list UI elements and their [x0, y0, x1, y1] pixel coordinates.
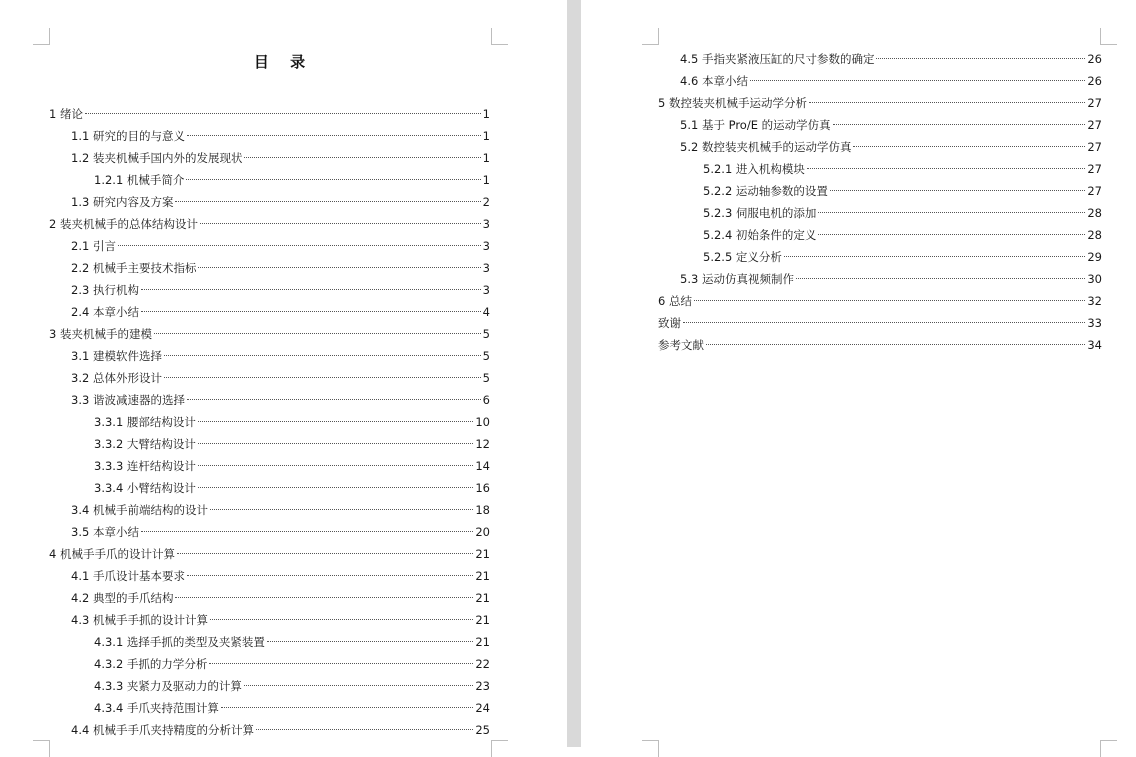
toc-entry-page: 3: [482, 217, 490, 231]
toc-entry-title: 4 机械手手爪的设计计算: [49, 547, 175, 561]
toc-leader-dots: [85, 113, 481, 114]
toc-leader-dots: [256, 729, 473, 730]
toc-entry-title: 3.3.3 连杆结构设计: [94, 459, 196, 473]
toc-entry[interactable]: [71, 609, 490, 631]
toc-entry-title: 1.2.1 机械手简介: [94, 173, 185, 187]
toc-entry-title: 5.3 运动仿真视频制作: [680, 272, 794, 286]
toc-leader-dots: [807, 168, 1085, 169]
toc-entry-page: 27: [1087, 96, 1102, 110]
toc-entry-page: 1: [482, 173, 490, 187]
toc-entry[interactable]: [71, 565, 490, 587]
toc-entry-title: 5.2.1 进入机构模块: [703, 162, 805, 176]
toc-entry[interactable]: [703, 202, 1102, 224]
toc-leader-dots: [853, 146, 1085, 147]
toc-entry-page: 18: [475, 503, 490, 517]
crop-mark-top-right-2: [1100, 28, 1117, 45]
toc-entry-page: 1: [482, 151, 490, 165]
toc-entry[interactable]: [680, 268, 1102, 290]
toc-entry-title: 3.3.1 腰部结构设计: [94, 415, 196, 429]
toc-entry[interactable]: [49, 103, 490, 125]
toc-entry[interactable]: [703, 224, 1102, 246]
toc-entry-title: 5.2.4 初始条件的定义: [703, 228, 817, 242]
toc-entry-title: 3.2 总体外形设计: [71, 371, 162, 385]
toc-entry-page: 32: [1087, 294, 1102, 308]
toc-entry[interactable]: [680, 70, 1102, 92]
toc-entry[interactable]: [658, 290, 1102, 312]
toc-entry-page: 6: [482, 393, 490, 407]
toc-leader-dots: [175, 201, 480, 202]
page-gutter: [567, 0, 581, 747]
toc-leader-dots: [706, 344, 1085, 345]
toc-entry[interactable]: [49, 543, 490, 565]
toc-entry[interactable]: [71, 587, 490, 609]
toc-leader-dots: [818, 212, 1085, 213]
toc-entry-page: 28: [1087, 228, 1102, 242]
toc-leader-dots: [187, 575, 473, 576]
toc-entry-page: 5: [482, 349, 490, 363]
toc-leader-dots: [175, 597, 473, 598]
crop-mark-bottom-right: [491, 740, 508, 757]
toc-leader-dots: [209, 663, 473, 664]
toc-entry-title: 参考文献: [658, 338, 704, 352]
toc-entry[interactable]: [703, 180, 1102, 202]
toc-entry-page: 16: [475, 481, 490, 495]
toc-entry[interactable]: [71, 345, 490, 367]
toc-entry-page: 3: [482, 261, 490, 275]
toc-entry[interactable]: [94, 455, 490, 477]
toc-entry-page: 4: [482, 305, 490, 319]
toc-entry[interactable]: [658, 92, 1102, 114]
toc-entry[interactable]: [49, 213, 490, 235]
toc-leader-dots: [164, 377, 481, 378]
toc-entry[interactable]: [71, 279, 490, 301]
toc-entry-title: 3.4 机械手前端结构的设计: [71, 503, 208, 517]
toc-entry-title: 1.1 研究的目的与意义: [71, 129, 185, 143]
toc-entry-page: 27: [1087, 162, 1102, 176]
toc-entry[interactable]: [71, 147, 490, 169]
toc-leader-dots: [141, 289, 481, 290]
toc-entry[interactable]: [94, 697, 490, 719]
toc-leader-dots: [141, 311, 481, 312]
toc-entry-page: 21: [475, 635, 490, 649]
toc-entry-title: 4.3.2 手抓的力学分析: [94, 657, 208, 671]
toc-entry-page: 1: [482, 129, 490, 143]
toc-entry-title: 5.2.2 运动轴参数的设置: [703, 184, 828, 198]
toc-entry-title: 4.5 手指夹紧液压缸的尺寸参数的确定: [680, 52, 875, 66]
toc-entry-title: 5.2 数控装夹机械手的运动学仿真: [680, 140, 852, 154]
toc-entry-page: 21: [475, 613, 490, 627]
toc-entry-page: 5: [482, 327, 490, 341]
toc-entry-page: 3: [482, 283, 490, 297]
toc-entry-page: 21: [475, 569, 490, 583]
toc-entry[interactable]: [658, 334, 1102, 356]
crop-mark-bottom-left-2: [642, 740, 659, 757]
toc-entry-page: 14: [475, 459, 490, 473]
toc-leader-dots: [177, 553, 473, 554]
toc-entry[interactable]: [71, 257, 490, 279]
toc-leader-dots: [198, 421, 473, 422]
toc-leader-dots: [796, 278, 1085, 279]
toc-entry[interactable]: [658, 312, 1102, 334]
toc-entry-page: 30: [1087, 272, 1102, 286]
toc-entry-page: 21: [475, 591, 490, 605]
toc-entry[interactable]: [94, 653, 490, 675]
toc-entry-page: 24: [475, 701, 490, 715]
toc-entry-title: 2.2 机械手主要技术指标: [71, 261, 197, 275]
toc-entry[interactable]: [94, 433, 490, 455]
toc-entry-title: 3.3.2 大臂结构设计: [94, 437, 196, 451]
toc-leader-dots: [683, 322, 1085, 323]
toc-leader-dots: [187, 135, 481, 136]
toc-entry-title: 4.4 机械手手爪夹持精度的分析计算: [71, 723, 254, 737]
toc-entry-title: 4.3.4 手爪夹持范围计算: [94, 701, 219, 715]
toc-leader-dots: [164, 355, 481, 356]
toc-entry[interactable]: [680, 136, 1102, 158]
toc-entry-title: 2 装夹机械手的总体结构设计: [49, 217, 198, 231]
toc-entry[interactable]: [703, 246, 1102, 268]
toc-entry-page: 23: [475, 679, 490, 693]
toc-leader-dots: [154, 333, 481, 334]
toc-entry-page: 25: [475, 723, 490, 737]
toc-entry-page: 27: [1087, 118, 1102, 132]
toc-leader-dots: [186, 179, 480, 180]
toc-leader-dots: [198, 443, 473, 444]
toc-entry-title: 5 数控装夹机械手运动学分析: [658, 96, 807, 110]
toc-entry[interactable]: [71, 235, 490, 257]
toc-entry[interactable]: [703, 158, 1102, 180]
toc-entry[interactable]: [94, 631, 490, 653]
toc-leader-dots: [118, 245, 481, 246]
toc-entry-title: 1.2 装夹机械手国内外的发展现状: [71, 151, 243, 165]
toc-leader-dots: [244, 157, 480, 158]
toc-entry-title: 3.1 建模软件选择: [71, 349, 162, 363]
toc-entry[interactable]: [680, 114, 1102, 136]
crop-mark-top-right: [491, 28, 508, 45]
toc-leader-dots: [818, 234, 1085, 235]
toc-leader-dots: [210, 619, 473, 620]
toc-entry-title: 2.3 执行机构: [71, 283, 139, 297]
toc-leader-dots: [198, 465, 473, 466]
toc-entry-title: 致谢: [658, 316, 681, 330]
toc-entry-page: 33: [1087, 316, 1102, 330]
toc-entry[interactable]: [94, 169, 490, 191]
toc-entry-title: 5.2.5 定义分析: [703, 250, 782, 264]
crop-mark-top-left-2: [642, 28, 659, 45]
toc-entry[interactable]: [71, 389, 490, 411]
toc-entry-page: 28: [1087, 206, 1102, 220]
toc-entry-title: 1.3 研究内容及方案: [71, 195, 174, 209]
toc-leader-dots: [198, 487, 473, 488]
toc-list-right: [581, 48, 1136, 356]
toc-list-left: [0, 103, 567, 741]
toc-entry-title: 4.3.3 夹紧力及驱动力的计算: [94, 679, 242, 693]
toc-entry-page: 27: [1087, 140, 1102, 154]
toc-leader-dots: [187, 399, 481, 400]
toc-entry-page: 21: [475, 547, 490, 561]
toc-entry-page: 26: [1087, 52, 1102, 66]
toc-entry[interactable]: [94, 411, 490, 433]
toc-entry-title: 4.6 本章小结: [680, 74, 748, 88]
toc-entry-page: 22: [475, 657, 490, 671]
toc-entry-title: 5.1 基于 Pro/E 的运动学仿真: [680, 118, 831, 132]
toc-entry-page: 34: [1087, 338, 1102, 352]
toc-leader-dots: [750, 80, 1085, 81]
toc-leader-dots: [210, 509, 473, 510]
toc-entry-title: 6 总结: [658, 294, 692, 308]
toc-entry-title: 2.4 本章小结: [71, 305, 139, 319]
toc-entry[interactable]: [680, 48, 1102, 70]
toc-entry[interactable]: [94, 675, 490, 697]
toc-entry-title: 1 绪论: [49, 107, 83, 121]
toc-entry-title: 3.5 本章小结: [71, 525, 139, 539]
toc-leader-dots: [198, 267, 480, 268]
toc-entry-page: 3: [482, 239, 490, 253]
crop-mark-bottom-right-2: [1100, 740, 1117, 757]
toc-entry-title: 4.1 手爪设计基本要求: [71, 569, 185, 583]
toc-leader-dots: [244, 685, 473, 686]
toc-entry-page: 2: [482, 195, 490, 209]
toc-title: 目 录: [253, 53, 314, 71]
toc-entry-title: 3.3.4 小臂结构设计: [94, 481, 196, 495]
toc-leader-dots: [200, 223, 481, 224]
toc-leader-dots: [694, 300, 1085, 301]
toc-entry-page: 12: [475, 437, 490, 451]
toc-entry-page: 29: [1087, 250, 1102, 264]
toc-entry[interactable]: [71, 125, 490, 147]
toc-leader-dots: [809, 102, 1085, 103]
toc-entry-page: 20: [475, 525, 490, 539]
toc-entry[interactable]: [71, 499, 490, 521]
crop-mark-bottom-left: [33, 740, 50, 757]
toc-leader-dots: [833, 124, 1086, 125]
crop-mark-top-left: [33, 28, 50, 45]
toc-entry[interactable]: [71, 301, 490, 323]
toc-entry-title: 3 装夹机械手的建模: [49, 327, 152, 341]
toc-entry-title: 3.3 谐波减速器的选择: [71, 393, 185, 407]
toc-leader-dots: [876, 58, 1085, 59]
toc-entry-title: 2.1 引言: [71, 239, 116, 253]
toc-entry[interactable]: [49, 323, 490, 345]
toc-leader-dots: [784, 256, 1085, 257]
toc-leader-dots: [221, 707, 473, 708]
toc-entry-title: 5.2.3 伺服电机的添加: [703, 206, 817, 220]
toc-entry[interactable]: [71, 719, 490, 741]
toc-entry-title: 4.3 机械手手抓的设计计算: [71, 613, 208, 627]
toc-entry[interactable]: [71, 191, 490, 213]
toc-entry[interactable]: [94, 477, 490, 499]
toc-entry-page: 1: [482, 107, 490, 121]
toc-entry[interactable]: [71, 521, 490, 543]
toc-leader-dots: [141, 531, 473, 532]
toc-leader-dots: [267, 641, 473, 642]
toc-entry-title: 4.3.1 选择手抓的类型及夹紧装置: [94, 635, 265, 649]
toc-leader-dots: [830, 190, 1085, 191]
toc-entry-page: 10: [475, 415, 490, 429]
toc-entry-page: 26: [1087, 74, 1102, 88]
toc-entry[interactable]: [71, 367, 490, 389]
toc-entry-title: 4.2 典型的手爪结构: [71, 591, 174, 605]
toc-entry-page: 5: [482, 371, 490, 385]
toc-entry-page: 27: [1087, 184, 1102, 198]
